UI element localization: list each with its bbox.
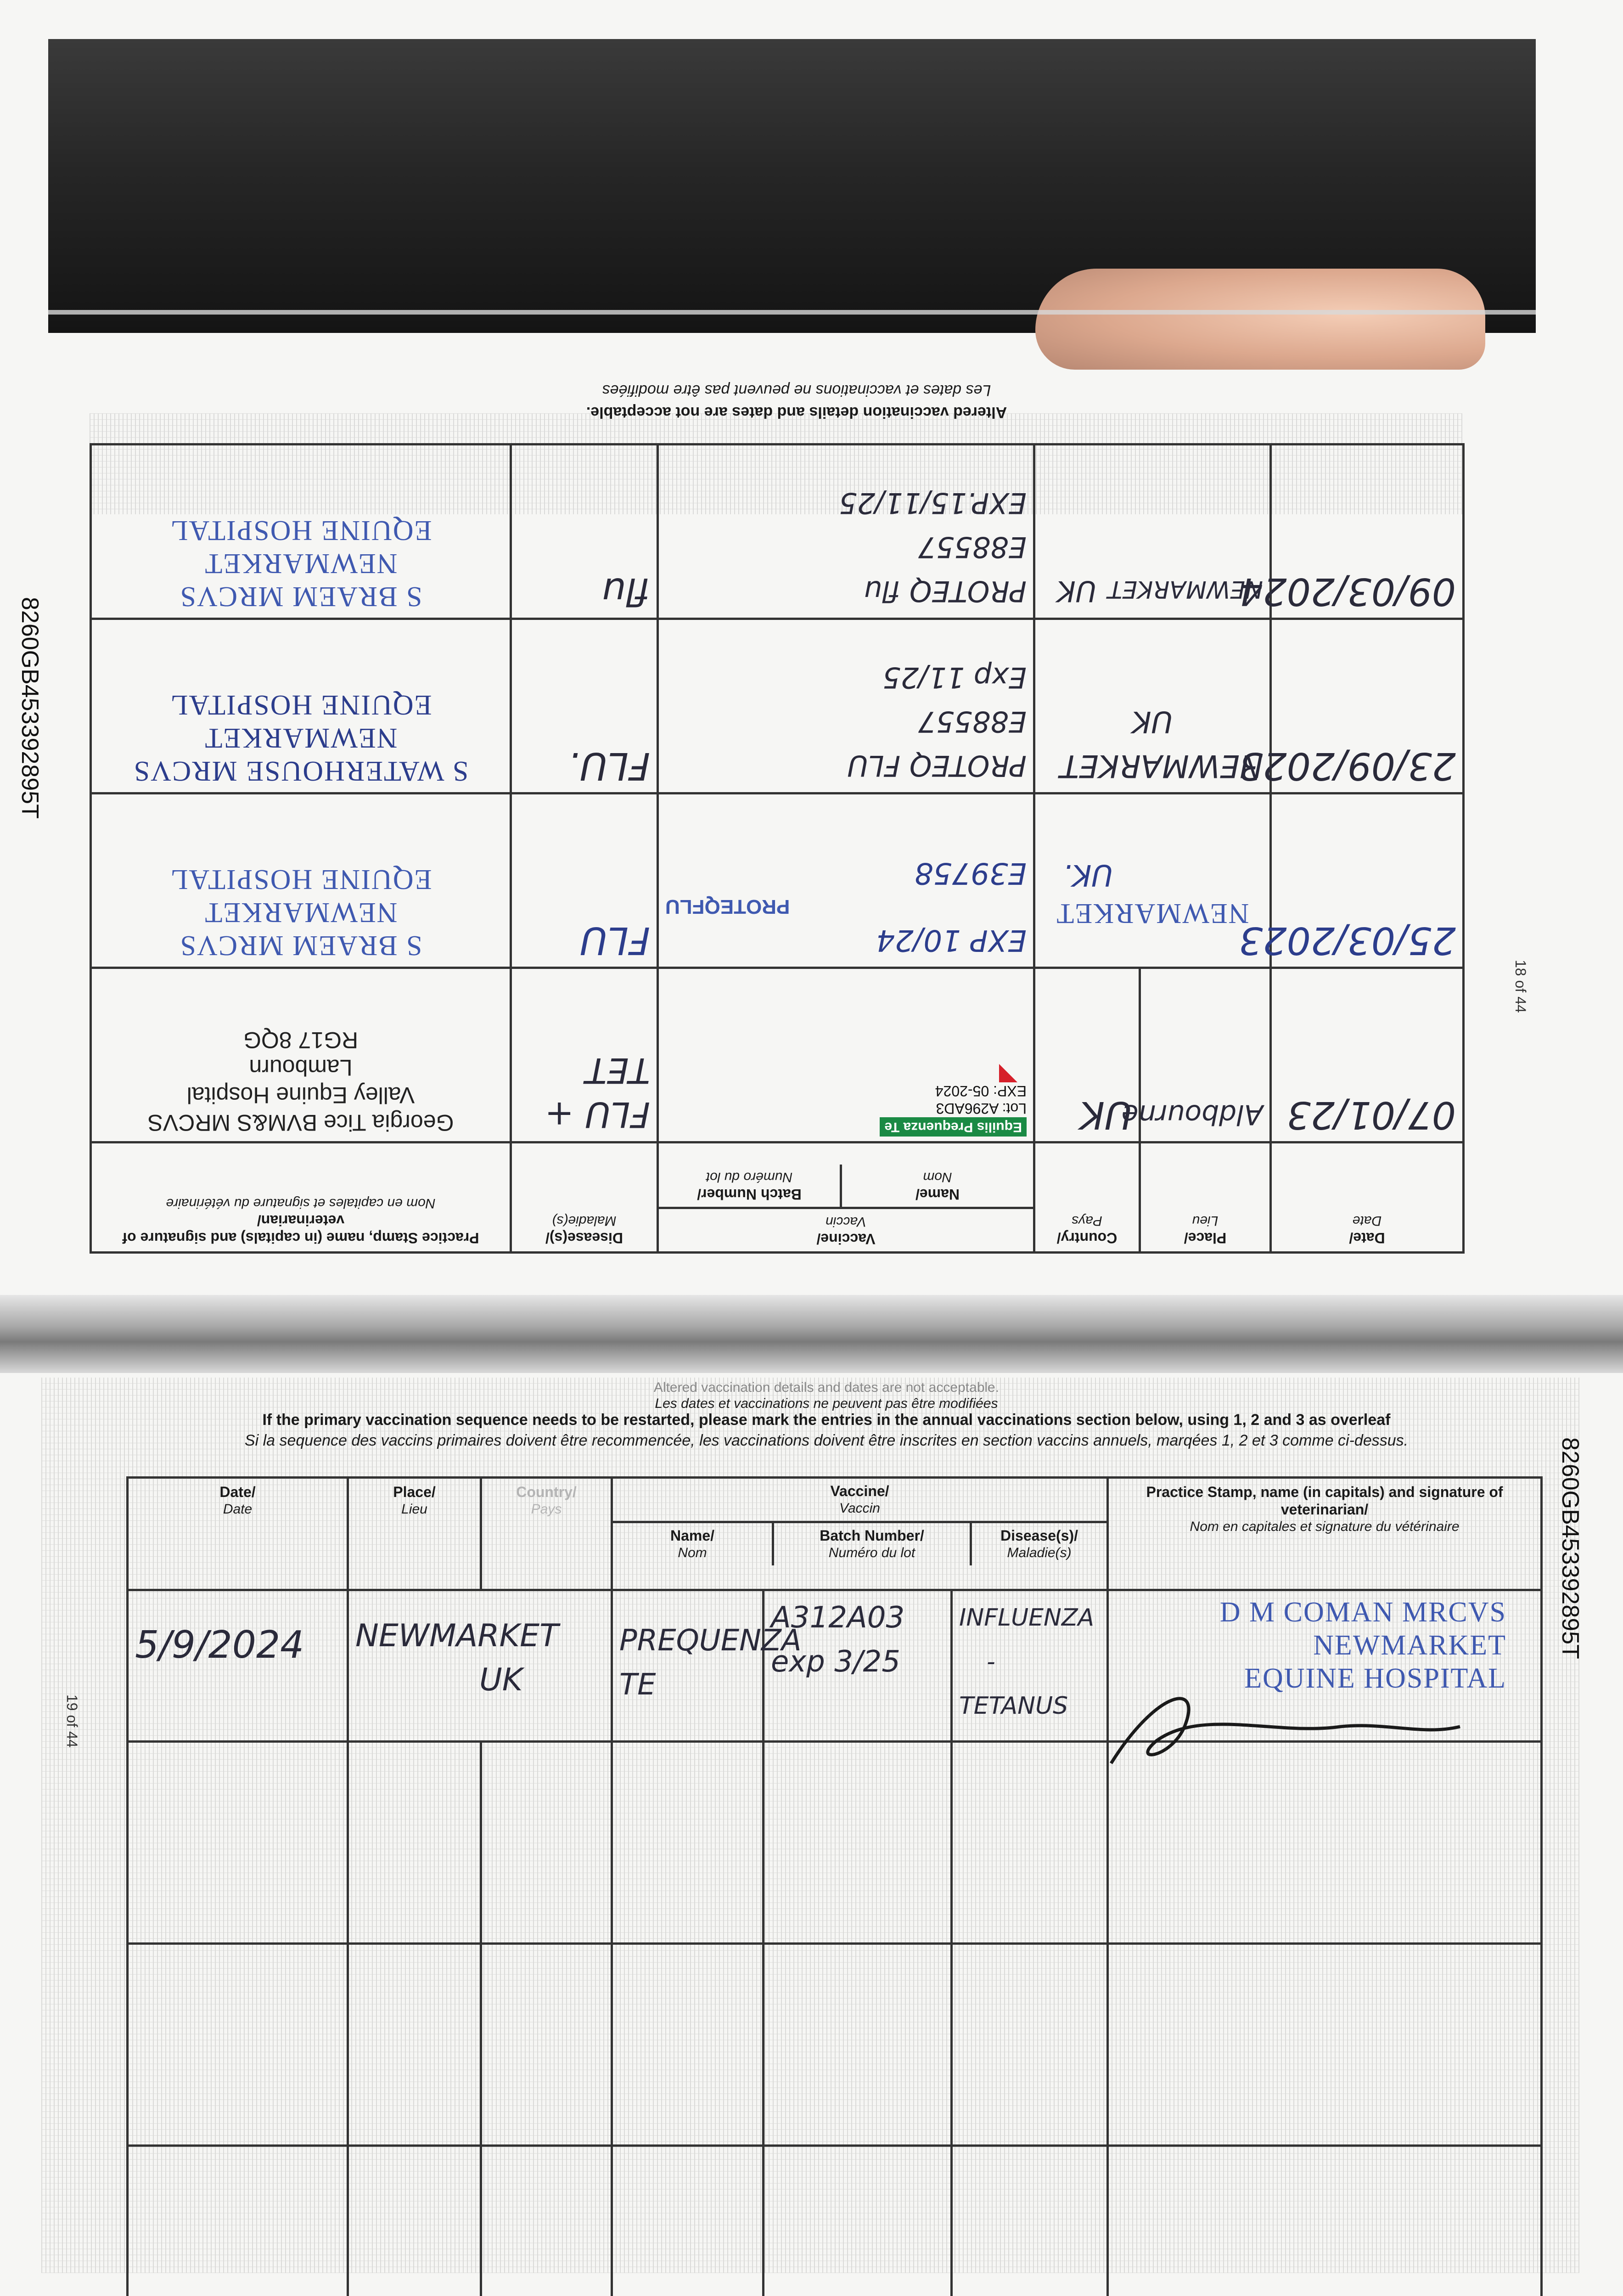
place-country-cell xyxy=(1034,793,1271,968)
batch-exp: Exp 11/25 xyxy=(882,661,1027,694)
batch-cell xyxy=(764,1590,952,1742)
vaccine-cell xyxy=(658,445,1034,619)
vaccine-name: PROTEQ FLU xyxy=(847,749,1027,782)
vaccine-name: PROTEQ flu xyxy=(864,574,1027,608)
table-row xyxy=(91,793,1464,968)
stamp-cell xyxy=(1108,1590,1542,1742)
table-row xyxy=(128,1742,1542,1944)
place-cell: NEWMARKET xyxy=(1107,575,1263,603)
vaccine-name-cell: PREQUENZA TE xyxy=(612,1590,764,1742)
country-header: Country/ Pays xyxy=(481,1478,612,1590)
place-cell: NEWMARKET xyxy=(355,1618,559,1654)
stamp-cell xyxy=(91,445,511,619)
header-row xyxy=(91,1142,1464,1253)
vaccination-table-bottom xyxy=(126,1476,1543,2296)
disease-1: INFLUENZA xyxy=(959,1604,1095,1632)
warning-fr: Les dates et vaccinations ne peuvent pas être modifiées xyxy=(602,382,991,399)
table-row xyxy=(91,968,1464,1142)
stamp-cell xyxy=(91,619,511,793)
stamp-header: Practice Stamp, name (in capitals) and signature of veterinarian/ Nom en capitales et signature du vétérinaire xyxy=(91,1142,511,1253)
warning-en-faint: Altered vaccination details and dates are not acceptable. xyxy=(653,1380,1000,1395)
page-number-top: 18 of 44 xyxy=(1512,960,1529,1013)
date-cell: 23/09/2023 xyxy=(1271,619,1464,793)
country-cell: UK xyxy=(479,1662,523,1698)
place-header: Place/ Lieu xyxy=(1140,1142,1271,1253)
place-country-cell xyxy=(1034,619,1271,793)
sticker-brand: Equilis Prequenza Te xyxy=(880,1117,1027,1137)
batch-exp: EXP.15/11/25 xyxy=(839,486,1027,520)
practice-stamp: S BRAEM MRCVS NEWMARKET EQUINE HOSPITAL xyxy=(169,864,432,961)
practice-stamp: S BRAEM MRCVS NEWMARKET EQUINE HOSPITAL xyxy=(169,515,432,612)
sticker-exp: EXP: 05-2024 xyxy=(935,1083,1027,1099)
table-row xyxy=(128,1944,1542,2146)
disease-cell: FLU xyxy=(511,793,658,968)
vaccine-cell xyxy=(658,619,1034,793)
vaccination-table-top xyxy=(90,443,1465,1254)
place-cell: NEWMARKET xyxy=(1056,898,1249,929)
passport-id-bottom: 8260GB453392895T xyxy=(1557,1437,1584,1659)
country-cell: UK xyxy=(1132,704,1173,738)
date-header: Date/ Date xyxy=(1271,1142,1464,1253)
disease-2: - xyxy=(987,1648,995,1676)
date-cell: 5/9/2024 xyxy=(128,1590,348,1742)
page-edge xyxy=(48,310,1536,315)
place-header: Place/ Lieu xyxy=(348,1478,481,1590)
table-row xyxy=(91,445,1464,619)
sticker-arrow-icon xyxy=(999,1064,1017,1082)
place-country-cell xyxy=(1034,445,1271,619)
passport-id-top: 8260GB453392895T xyxy=(17,597,43,819)
stamp-cell xyxy=(91,968,511,1142)
batch-exp: exp 3/25 xyxy=(771,1645,900,1679)
vaccine-name-stamp: PROTEQFLU xyxy=(665,895,790,918)
binding-gutter xyxy=(0,1295,1623,1373)
date-cell: 07/01/23 xyxy=(1271,968,1464,1142)
place-cell: Aldbourne xyxy=(1140,968,1271,1142)
instructions-fr: Si la sequence des vaccins primaires doivent être recommencée, les vaccinations doivent être inscrites en section vaccins annuels, marqées 1, 2 et 3 comme ci-dessus. xyxy=(244,1432,1409,1449)
vaccine-header: Vaccine/ Vaccin Name/ Nom Batch Number/ Numéro du lot Disease(s)/ Maladie(s) xyxy=(612,1478,1108,1590)
practice-stamp: Georgia Tice BVM&S MRCVS Valley Equine Hospital Lambourn RG17 8QG xyxy=(147,1027,454,1136)
table-row xyxy=(128,1590,1542,1742)
country-cell: UK. xyxy=(1063,858,1113,892)
sticker-lot: Lot: A296AD3 xyxy=(936,1100,1027,1117)
country-header: Country/ Pays xyxy=(1034,1142,1140,1253)
disease-cell: FLU. xyxy=(511,619,658,793)
practice-stamp: D M COMAN MRCVS NEWMARKET EQUINE HOSPITAL xyxy=(1219,1597,1507,1694)
warning-en: Altered vaccination details and dates are not acceptable. xyxy=(586,404,1007,421)
disease-header: Disease(s)/ Maladie(s) xyxy=(511,1142,658,1253)
instructions-en: If the primary vaccination sequence needs to be restarted, please mark the entries in the annual vaccinations section below, using 1, 2 and 3 as overleaf xyxy=(262,1411,1391,1429)
vaccine-sticker xyxy=(880,1064,1027,1137)
place-country-cell xyxy=(348,1590,612,1742)
stamp-cell xyxy=(91,793,511,968)
batch-number: E39758 xyxy=(914,856,1027,890)
country-cell: UK xyxy=(1034,968,1140,1142)
batch-number: E88557 xyxy=(918,530,1027,564)
disease-cell: flu xyxy=(511,445,658,619)
date-cell: 25/03/2023 xyxy=(1271,793,1464,968)
disease-cell xyxy=(952,1590,1108,1742)
disease-cell: FLU + TET xyxy=(511,968,658,1142)
date-cell: 09/03/2024 xyxy=(1271,445,1464,619)
country-cell: UK xyxy=(1057,574,1097,608)
vaccine-cell xyxy=(658,793,1034,968)
disease-3: TETANUS xyxy=(959,1692,1068,1720)
practice-stamp: S WATERHOUSE MRCVS NEWMARKET EQUINE HOSPITAL xyxy=(133,689,469,787)
table-row xyxy=(91,619,1464,793)
vaccine-cell xyxy=(658,968,1034,1142)
batch-exp: EXP 10/24 xyxy=(876,923,1027,957)
stamp-header: Practice Stamp, name (in capitals) and signature of veterinarian/ Nom en capitales et signature du vétérinaire xyxy=(1108,1478,1542,1590)
warning-fr-bottom: Les dates et vaccinations ne peuvent pas être modifiées xyxy=(655,1396,998,1411)
vaccine-header: Vaccine/ Vaccin Name/ Nom Batch Number/ Numéro du lot xyxy=(658,1142,1034,1253)
table-row xyxy=(128,2146,1542,2296)
batch-number: E88557 xyxy=(918,705,1027,738)
place-cell: NEWMARKET xyxy=(1060,748,1263,784)
date-header: Date/ Date xyxy=(128,1478,348,1590)
finger xyxy=(1035,269,1485,370)
batch-number: A312A03 xyxy=(771,1601,905,1635)
header-row xyxy=(128,1478,1542,1590)
page-number-bottom: 19 of 44 xyxy=(64,1694,80,1748)
photo-band xyxy=(48,39,1536,333)
